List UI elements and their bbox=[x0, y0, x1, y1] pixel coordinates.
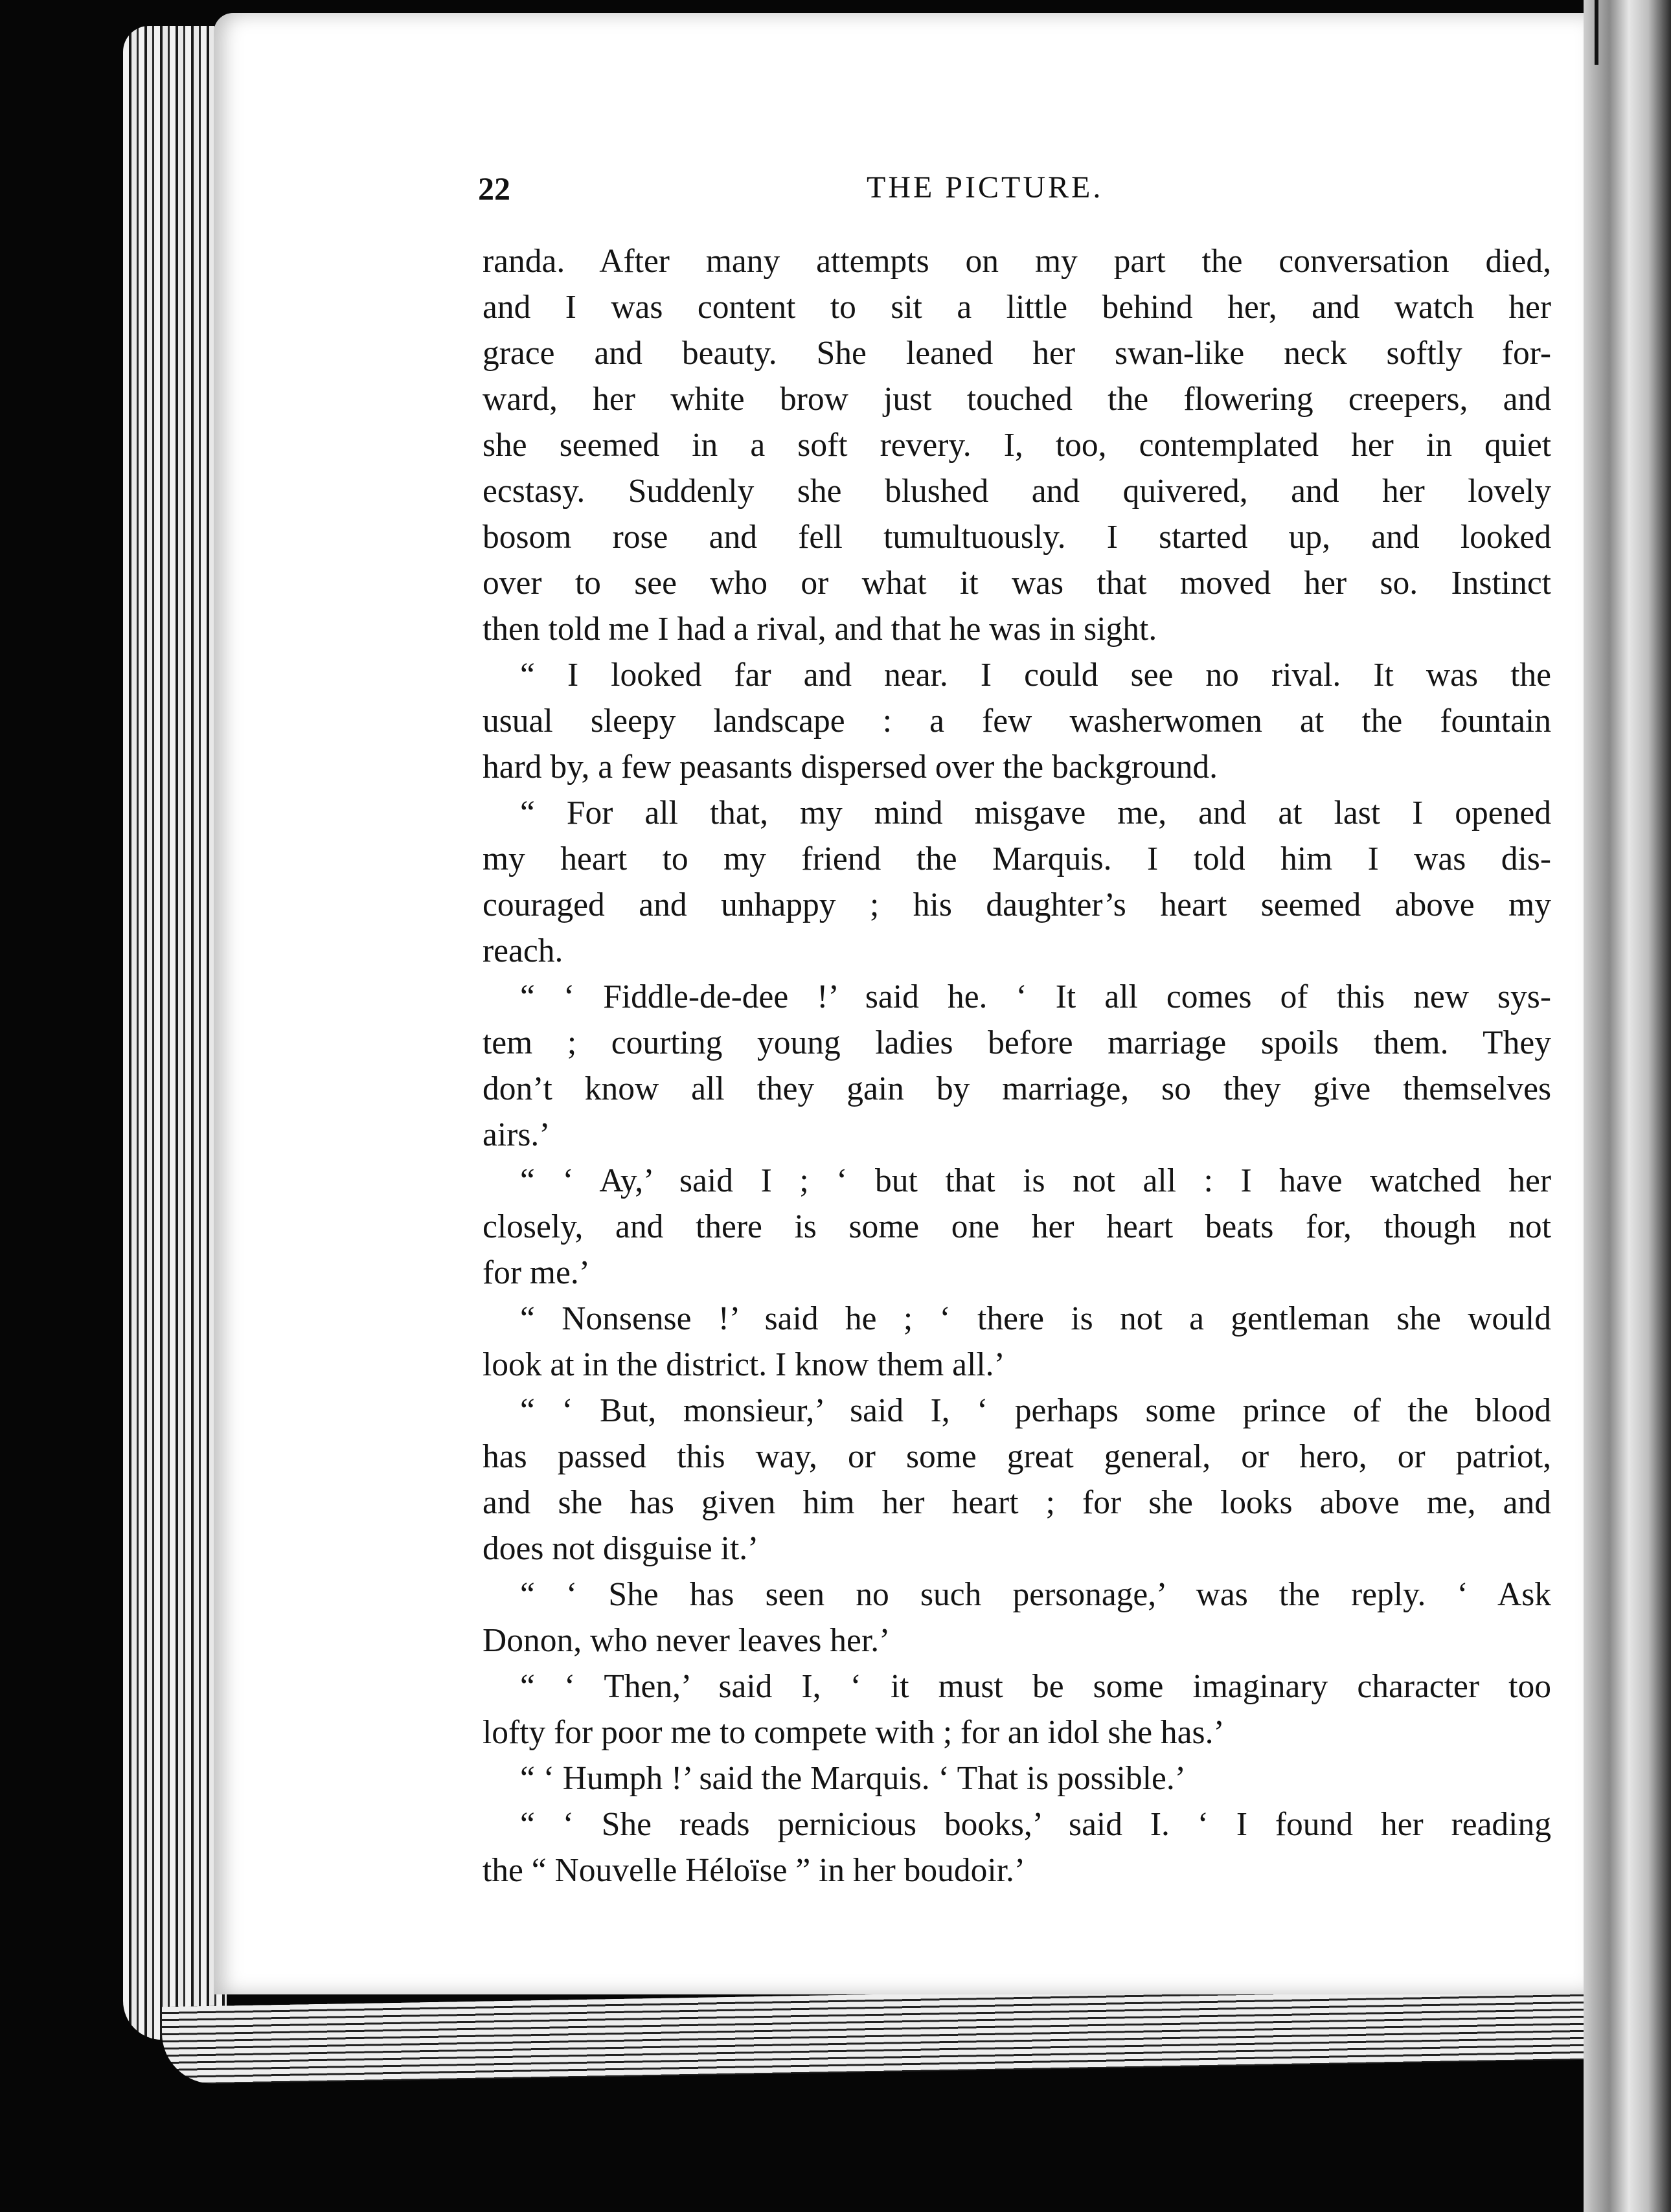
running-head bbox=[478, 170, 1540, 215]
text-line: reach. bbox=[483, 932, 563, 969]
text-line: ecstasy. Suddenly she blushed and quivered, and her lovely bbox=[483, 473, 1551, 510]
page-number: 22 bbox=[478, 170, 510, 207]
text-line: for me.’ bbox=[483, 1254, 590, 1291]
running-title: THE PICTURE. bbox=[867, 170, 1104, 205]
text-line: randa. After many attempts on my part the conversation died, bbox=[483, 243, 1551, 280]
text-line: “ ‘ She reads pernicious books,’ said I. ‘ I found her reading bbox=[520, 1806, 1551, 1843]
book-fore-edge bbox=[123, 26, 227, 2040]
text-line: then told me I had a rival, and that he was in sight. bbox=[483, 611, 1157, 648]
text-line: my heart to my friend the Marquis. I told him I was dis- bbox=[483, 841, 1551, 877]
text-line: “ ‘ She has seen no such personage,’ was the reply. ‘ Ask bbox=[520, 1576, 1551, 1613]
gutter-mark bbox=[1595, 0, 1598, 65]
text-line: and I was content to sit a little behind her, and watch her bbox=[483, 289, 1551, 326]
body-text bbox=[483, 238, 1551, 1893]
text-line: don’t know all they gain by marriage, so they give themselves bbox=[483, 1070, 1551, 1107]
text-line: grace and beauty. She leaned her swan-like neck softly for- bbox=[483, 335, 1551, 372]
text-line: couraged and unhappy ; his daughter’s heart seemed above my bbox=[483, 886, 1551, 923]
text-line: does not disguise it.’ bbox=[483, 1530, 759, 1567]
text-line: the “ Nouvelle Héloïse ” in her boudoir.’ bbox=[483, 1852, 1026, 1889]
text-line: “ I looked far and near. I could see no rival. It was the bbox=[520, 657, 1551, 694]
text-line: “ ‘ Fiddle-de-dee !’ said he. ‘ It all comes of this new sys- bbox=[520, 978, 1551, 1015]
text-line: “ ‘ Then,’ said I, ‘ it must be some imaginary character too bbox=[520, 1668, 1551, 1705]
text-line: tem ; courting young ladies before marriage spoils them. They bbox=[483, 1024, 1551, 1061]
text-line: hard by, a few peasants dispersed over the background. bbox=[483, 749, 1218, 785]
text-line: airs.’ bbox=[483, 1116, 551, 1153]
text-line: usual sleepy landscape : a few washerwomen at the fountain bbox=[483, 703, 1551, 739]
text-line: ward, her white brow just touched the flowering creepers, and bbox=[483, 381, 1551, 418]
text-line: has passed this way, or some great general, or hero, or patriot, bbox=[483, 1438, 1551, 1475]
text-line: closely, and there is some one her heart beats for, though not bbox=[483, 1208, 1551, 1245]
text-line: “ For all that, my mind misgave me, and at last I opened bbox=[520, 795, 1551, 831]
text-line: “ ‘ Humph !’ said the Marquis. ‘ That is possible.’ bbox=[520, 1760, 1186, 1797]
text-line: Donon, who never leaves her.’ bbox=[483, 1622, 891, 1659]
text-line: look at in the district. I know them all.’ bbox=[483, 1346, 1005, 1383]
text-line: “ Nonsense !’ said he ; ‘ there is not a gentleman she would bbox=[520, 1300, 1551, 1337]
text-line: “ ‘ Ay,’ said I ; ‘ but that is not all : I have watched her bbox=[520, 1162, 1551, 1199]
text-line: bosom rose and fell tumultuously. I started up, and looked bbox=[483, 519, 1551, 556]
text-line: lofty for poor me to compete with ; for an idol she has.’ bbox=[483, 1714, 1225, 1751]
text-line: “ ‘ But, monsieur,’ said I, ‘ perhaps some prince of the blood bbox=[520, 1392, 1551, 1429]
text-line: and she has given him her heart ; for she looks above me, and bbox=[483, 1484, 1551, 1521]
text-line: she seemed in a soft revery. I, too, contemplated her in quiet bbox=[483, 427, 1551, 464]
book-gutter bbox=[1584, 0, 1671, 2212]
text-line: over to see who or what it was that moved her so. Instinct bbox=[483, 565, 1551, 602]
